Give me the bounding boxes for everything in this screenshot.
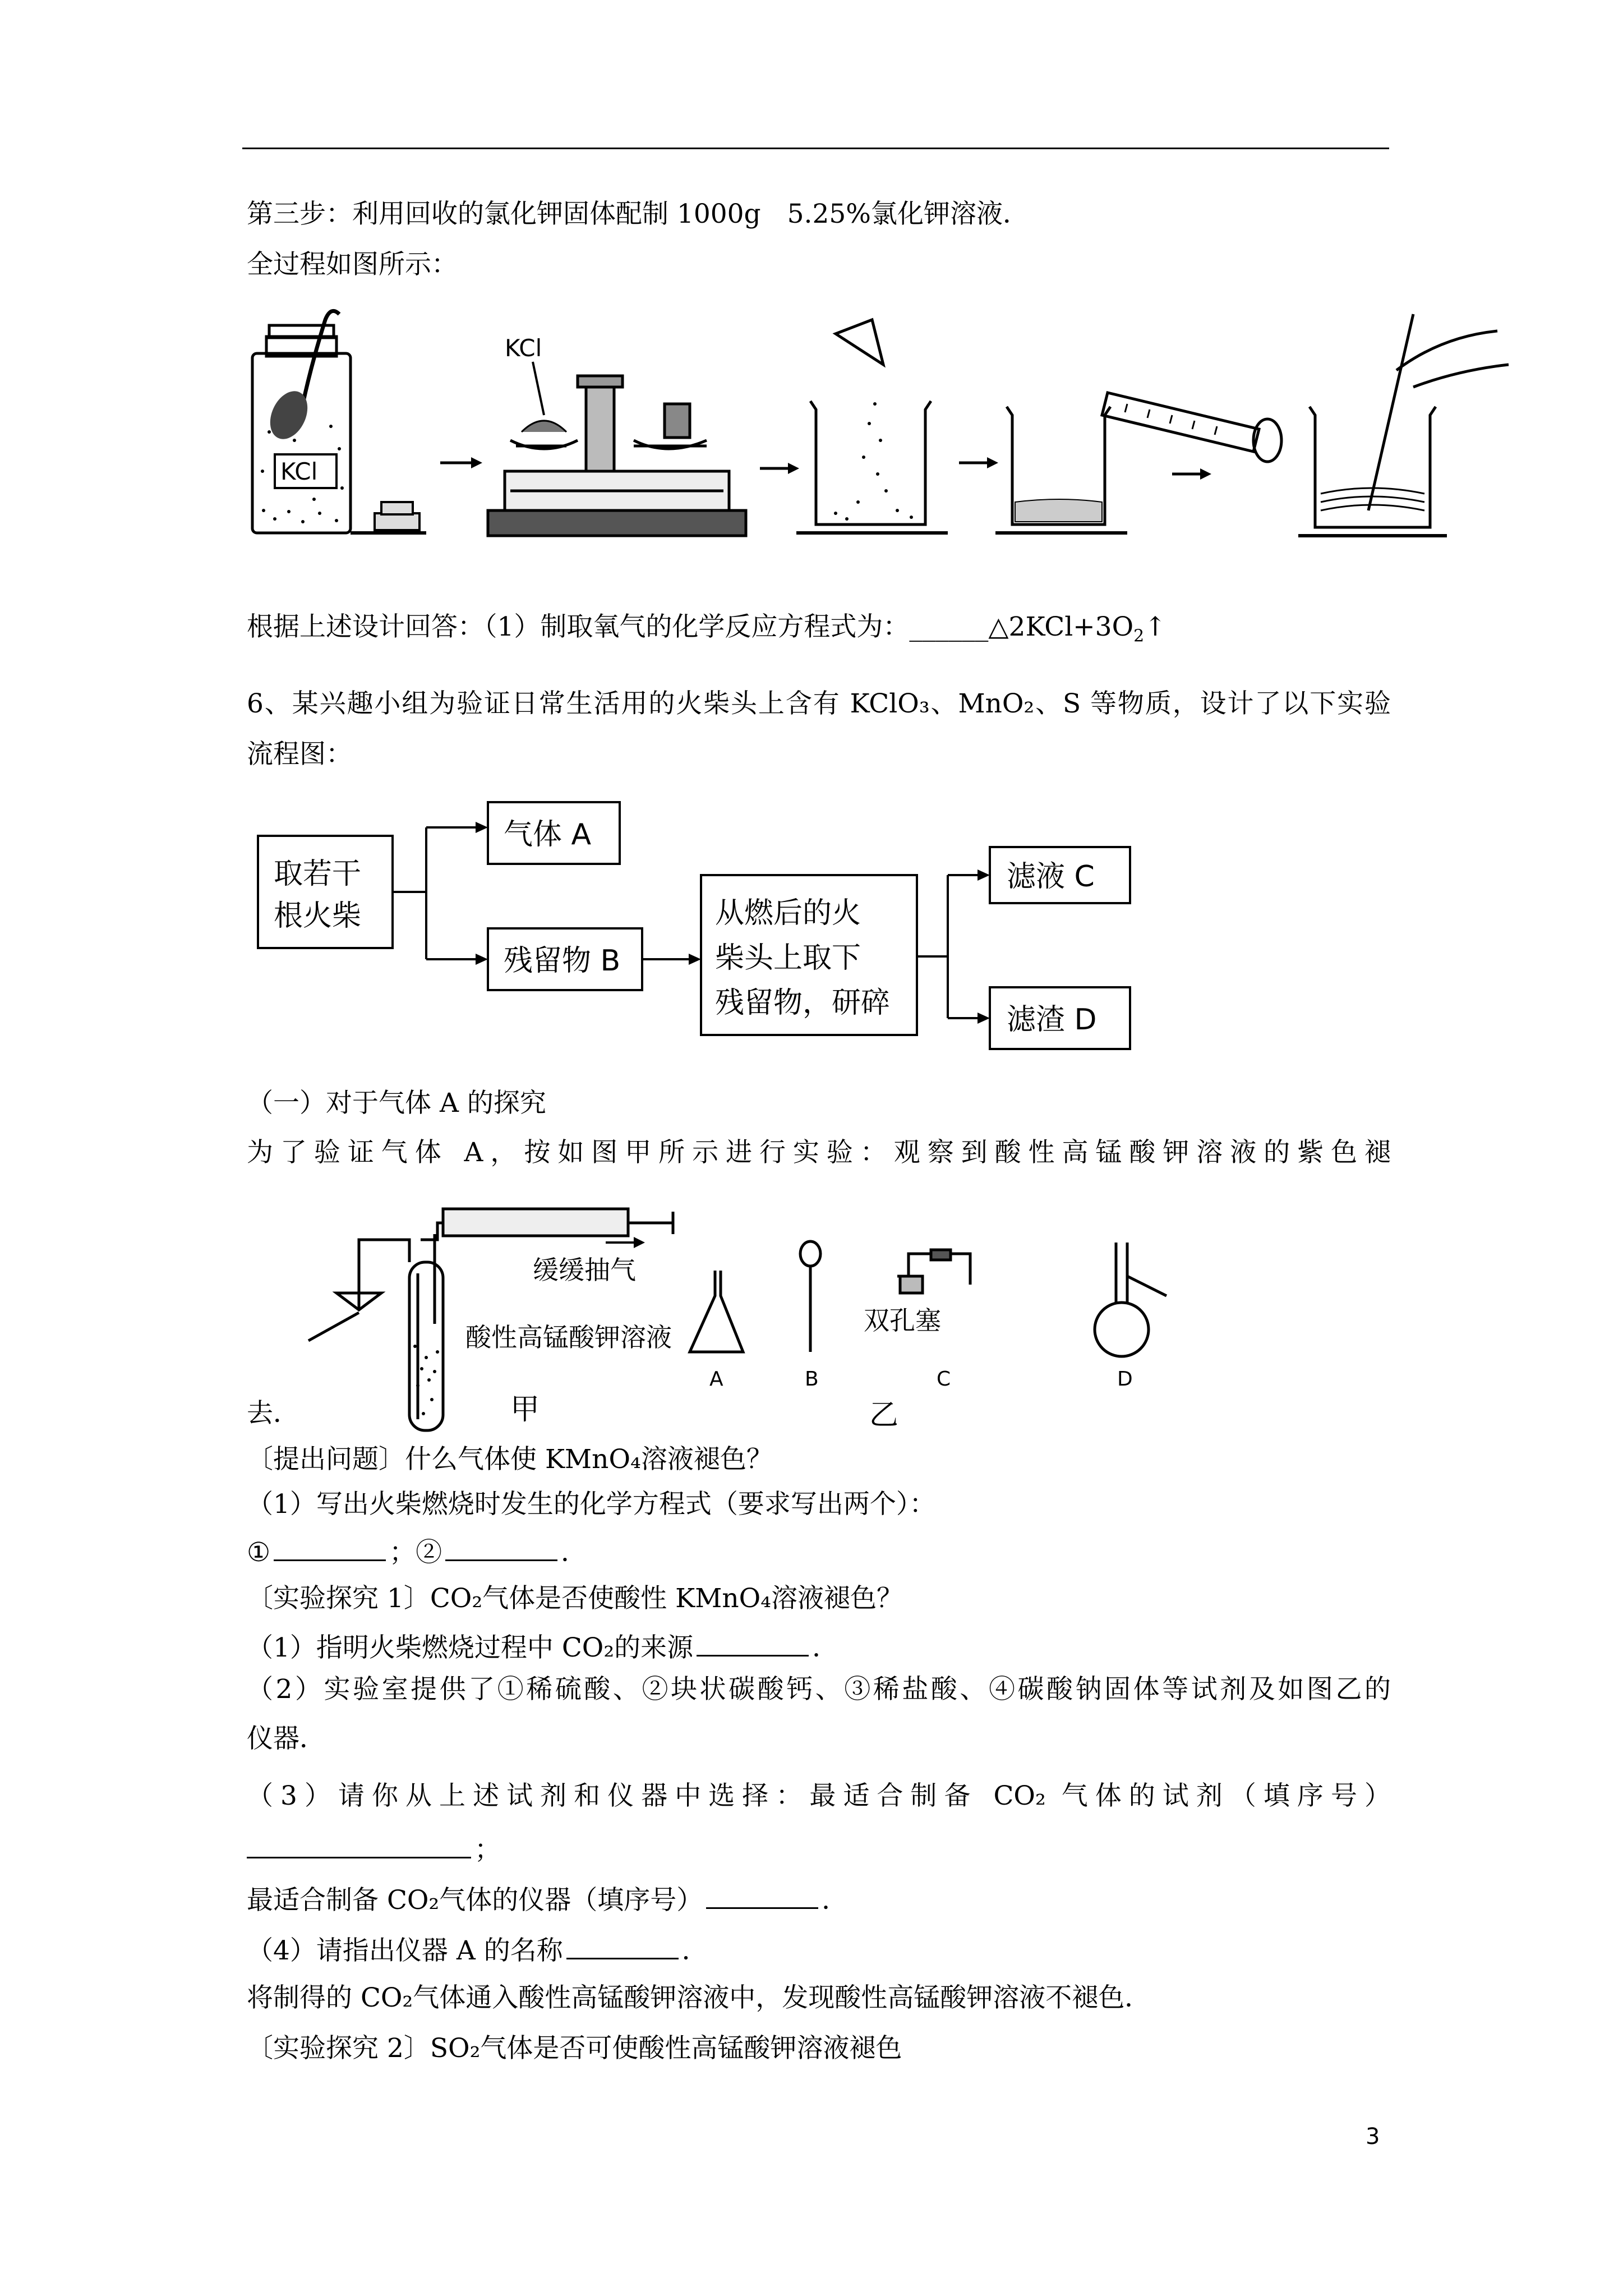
header-rule: [242, 148, 1389, 149]
section1-title: （一）对于气体 A 的探究: [247, 1088, 546, 1119]
e1-q4-end: ．: [681, 1935, 708, 1966]
round-flask-icon: [1095, 1243, 1166, 1356]
figure-yi-label: 乙: [869, 1398, 899, 1432]
flow-start-line1: 取若干: [274, 857, 362, 891]
answer-blank: ______: [909, 611, 989, 642]
watch-glass-icon: [375, 502, 419, 530]
flow-process-line3: 残留物，研碎: [715, 986, 891, 1020]
blank-marker-1: ①: [247, 1537, 271, 1568]
flow-filtrate-c: 滤液 C: [1007, 860, 1095, 894]
answer-line: [247, 610, 1166, 653]
conclusion: 将制得的 CO₂气体通入酸性高锰酸钾溶液中，发现酸性高锰酸钾溶液不褪色．: [247, 1982, 1151, 2013]
balance-kcl-label: KCl: [505, 334, 542, 362]
step3-text: 第三步：利用回收的氯化钾固体配制 1000g 5.25%氯化钾溶液．: [247, 199, 1029, 229]
q6-line2: 流程图：: [247, 739, 352, 770]
two-hole-stopper-label: 双孔塞: [864, 1305, 941, 1336]
e1-q1-text: （1）指明火柴燃烧过程中 CO₂的来源: [247, 1632, 694, 1663]
apparatus-b-label: B: [805, 1368, 819, 1391]
beaker-pour-solid-icon: [810, 320, 931, 524]
flow-gas-a: 气体 A: [504, 818, 592, 852]
e1-q4-text: （4）请指出仪器 A 的名称: [247, 1935, 563, 1966]
co2-source-blank[interactable]: [697, 1628, 809, 1657]
slow-pump-label: 缓缓抽气: [533, 1255, 636, 1285]
e1-q1-end: ．: [812, 1632, 839, 1663]
e1-q3-answer: [247, 1830, 501, 1867]
e1-q4: [247, 1931, 708, 1968]
falling-powder: [834, 402, 913, 521]
e1-q3-end: ；: [474, 1834, 501, 1865]
flow-process-line2: 柴头上取下: [715, 941, 861, 975]
conical-flask-icon: [690, 1271, 743, 1352]
beaker-stir-icon: [1310, 314, 1509, 527]
exp2-title: 〔实验探究 2〕SO₂气体是否可使酸性高锰酸钾溶液褪色: [247, 2033, 902, 2064]
apparatus-blank[interactable]: [706, 1880, 818, 1909]
qu-end: 去．: [247, 1398, 299, 1429]
answer-prefix: 根据上述设计回答：（1）制取氧气的化学反应方程式为：: [247, 611, 910, 642]
experiment-flowchart: [252, 797, 1138, 1071]
balance-icon: [488, 376, 746, 536]
kmno4-solution-label: 酸性高锰酸钾溶液: [465, 1322, 672, 1352]
figure-jia-label: 甲: [510, 1393, 540, 1427]
ask-question: 〔提出问题〕什么气体使 KMnO₄溶液褪色？: [247, 1444, 773, 1475]
q6-line1: 6、某兴趣小组为验证日常生活用的火柴头上含有 KClO₃、MnO₂、S 等物质，设计了以下实验: [247, 688, 1391, 719]
e1-q1: [247, 1628, 838, 1665]
flow-process-line1: 从燃后的火: [715, 896, 861, 930]
flow-residue-b: 残留物 B: [504, 944, 621, 978]
e1-q2-b: 仪器．: [247, 1723, 326, 1754]
blank-end: ．: [561, 1537, 588, 1568]
flow-start-line2: 根火柴: [274, 899, 362, 933]
verify-line: 为了验证气体 A，按如图甲所示进行实验：观察到酸性高锰酸钾溶液的紫色褪: [247, 1137, 1391, 1168]
apparatus-c-label: C: [937, 1368, 951, 1391]
e1-q3-instr: [247, 1880, 848, 1917]
e1-q3-instr-text: 最适合制备 CO₂气体的仪器（填序号）: [247, 1885, 703, 1916]
reagent-blank[interactable]: [247, 1830, 471, 1858]
apparatus-a-name-blank[interactable]: [566, 1931, 679, 1959]
answer-equation: △2KCl+3O: [988, 611, 1134, 642]
process-intro: 全过程如图所示：: [247, 249, 458, 280]
e1-q2-a: （2）实验室提供了①稀硫酸、②块状碳酸钙、③稀盐酸、④碳酸钠固体等试剂及如图乙的: [247, 1674, 1391, 1705]
solution-preparation-figure: [241, 303, 1548, 550]
blank-marker-2: ；②: [389, 1537, 442, 1568]
p1-text: （1）写出火柴燃烧时发生的化学方程式（要求写出两个）：: [247, 1489, 936, 1520]
exp1-title: 〔实验探究 1〕CO₂气体是否使酸性 KMnO₄溶液褪色？: [247, 1583, 903, 1614]
thistle-funnel-icon: [800, 1241, 820, 1352]
reagent-jar-icon: [252, 325, 351, 533]
equation-blank-2[interactable]: [445, 1533, 557, 1561]
answer-subscript: 2: [1133, 626, 1145, 646]
equation-blank-1[interactable]: [274, 1533, 386, 1561]
e1-q3: （3）请你从上述试剂和仪器中选择：最适合制备 CO₂ 气体的试剂（填序号）: [247, 1780, 1391, 1811]
e1-q3-instr-end: ．: [822, 1885, 849, 1916]
apparatus-a-label: A: [709, 1368, 723, 1391]
p1-blanks: [247, 1533, 587, 1570]
apparatus-figure: [292, 1178, 1234, 1436]
apparatus-d-label: D: [1117, 1368, 1133, 1391]
flow-residue-d: 滤渣 D: [1007, 1003, 1097, 1037]
answer-arrow: ↑: [1144, 611, 1166, 642]
jar-kcl-label: KCl: [280, 458, 318, 485]
two-hole-stopper-icon: [897, 1250, 970, 1293]
page-number: 3: [1366, 2124, 1380, 2150]
